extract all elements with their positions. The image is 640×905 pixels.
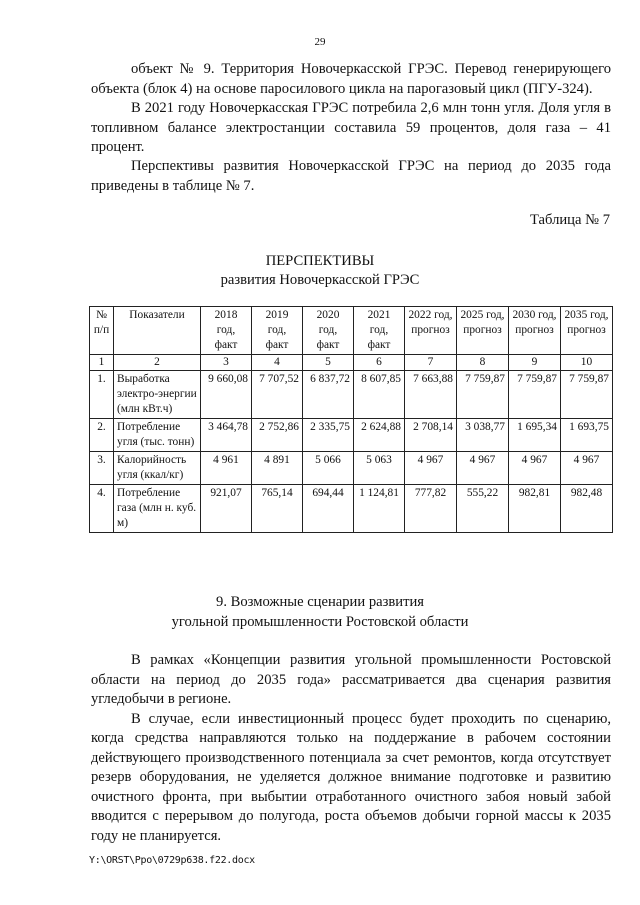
value-cell: 2 624,88	[354, 419, 405, 452]
value-cell: 7 707,52	[252, 371, 303, 419]
header-cell: 2022 год, прогноз	[405, 307, 457, 355]
index-cell: 2	[114, 355, 201, 371]
indicator-cell: Калорийность угля (ккал/кг)	[114, 452, 201, 485]
paragraph: В рамках «Концепции развития угольной промышленности Ростовской области на период до 2035 года» рассматривается два сценария развития угледобычи в регионе.	[91, 652, 611, 707]
paragraph: В 2021 году Новочеркасская ГРЭС потребила 2,6 млн тонн угля. Доля угля в топливном балансе электростанции составила 59 процентов, доля газа – 41 процент.	[91, 100, 611, 155]
value-cell: 7 759,87	[509, 371, 561, 419]
intro-text	[91, 60, 611, 158]
section-heading	[0, 593, 640, 632]
index-cell: 5	[303, 355, 354, 371]
table-row	[90, 485, 613, 533]
indicator-cell: Потребление угля (тыс. тонн)	[114, 419, 201, 452]
header-cell: 2025 год, прогноз	[457, 307, 509, 355]
table-row	[90, 452, 613, 485]
value-cell: 982,81	[509, 485, 561, 533]
header-cell: 2020 год, факт	[303, 307, 354, 355]
value-cell: 7 663,88	[405, 371, 457, 419]
table-header-row	[90, 307, 613, 355]
index-cell: 7	[405, 355, 457, 371]
value-cell: 4 967	[405, 452, 457, 485]
index-cell: 1	[90, 355, 114, 371]
row-number: 1.	[90, 371, 114, 419]
value-cell: 1 124,81	[354, 485, 405, 533]
value-cell: 4 967	[457, 452, 509, 485]
column-index-row	[90, 355, 613, 371]
title-subline: развития Новочеркасской ГРЭС	[220, 272, 420, 288]
indicator-cell: Выработка электро-энергии (млн кВт.ч)	[114, 371, 201, 419]
value-cell: 6 837,72	[303, 371, 354, 419]
value-cell: 2 335,75	[303, 419, 354, 452]
value-cell: 555,22	[457, 485, 509, 533]
paragraph: В случае, если инвестиционный процесс будет проходить по сценарию, когда средства направляются только на поддержание в рабочем состоянии действующего производственного потенциала за счет ремонтов, когда отсутствует резерв оборудования, не уделяется должное внимание подготовке и развитию очистного фронта, при выбытии отработанного очистного забоя новый забой вводится с перерывом до полугода, роста объемов добычи горной массы к 2035 году не планируется.	[91, 710, 611, 844]
header-cell: 2019 год, факт	[252, 307, 303, 355]
indicator-cell: Потребление газа (млн н. куб. м)	[114, 485, 201, 533]
value-cell: 3 038,77	[457, 419, 509, 452]
value-cell: 8 607,85	[354, 371, 405, 419]
file-path-footer: Y:\ORST\Ppo\0729p638.f22.docx	[89, 855, 255, 866]
page-number: 29	[314, 36, 326, 48]
value-cell: 4 961	[201, 452, 252, 485]
table-row	[90, 419, 613, 452]
row-number: 2.	[90, 419, 114, 452]
value-cell: 2 752,86	[252, 419, 303, 452]
index-cell: 9	[509, 355, 561, 371]
value-cell: 982,48	[561, 485, 613, 533]
table-row	[90, 371, 613, 419]
table-title	[0, 252, 640, 290]
index-cell: 10	[561, 355, 613, 371]
paragraph: Перспективы развития Новочеркасской ГРЭС на период до 2035 года приведены в таблице № 7.	[91, 158, 611, 194]
header-cell: 2021 год, факт	[354, 307, 405, 355]
row-number: 4.	[90, 485, 114, 533]
header-cell: Показатели	[114, 307, 201, 355]
value-cell: 5 063	[354, 452, 405, 485]
value-cell: 4 967	[509, 452, 561, 485]
index-cell: 6	[354, 355, 405, 371]
section-subtitle: угольной промышленности Ростовской области	[171, 613, 469, 630]
table-label: Таблица № 7	[530, 212, 610, 228]
value-cell: 1 693,75	[561, 419, 613, 452]
header-cell: 2018 год, факт	[201, 307, 252, 355]
value-cell: 921,07	[201, 485, 252, 533]
value-cell: 777,82	[405, 485, 457, 533]
scenarios-text	[91, 651, 611, 846]
value-cell: 694,44	[303, 485, 354, 533]
value-cell: 1 695,34	[509, 419, 561, 452]
value-cell: 5 066	[303, 452, 354, 485]
index-cell: 8	[457, 355, 509, 371]
intro-text-2	[91, 157, 611, 196]
value-cell: 2 708,14	[405, 419, 457, 452]
title-line: ПЕРСПЕКТИВЫ	[265, 253, 375, 269]
index-cell: 3	[201, 355, 252, 371]
perspectives-table	[89, 306, 613, 533]
value-cell: 4 891	[252, 452, 303, 485]
paragraph: объект № 9. Территория Новочеркасской ГРЭС. Перевод генерирующего объекта (блок 4) на основе паросилового цикла на парогазовый цикл (ПГУ-324).	[91, 61, 611, 97]
value-cell: 765,14	[252, 485, 303, 533]
value-cell: 3 464,78	[201, 419, 252, 452]
header-cell: 2035 год, прогноз	[561, 307, 613, 355]
index-cell: 4	[252, 355, 303, 371]
row-number: 3.	[90, 452, 114, 485]
header-cell: 2030 год, прогноз	[509, 307, 561, 355]
header-cell: № п/п	[90, 307, 114, 355]
value-cell: 9 660,08	[201, 371, 252, 419]
section-title: 9. Возможные сценарии развития	[216, 594, 424, 610]
value-cell: 4 967	[561, 452, 613, 485]
value-cell: 7 759,87	[561, 371, 613, 419]
value-cell: 7 759,87	[457, 371, 509, 419]
